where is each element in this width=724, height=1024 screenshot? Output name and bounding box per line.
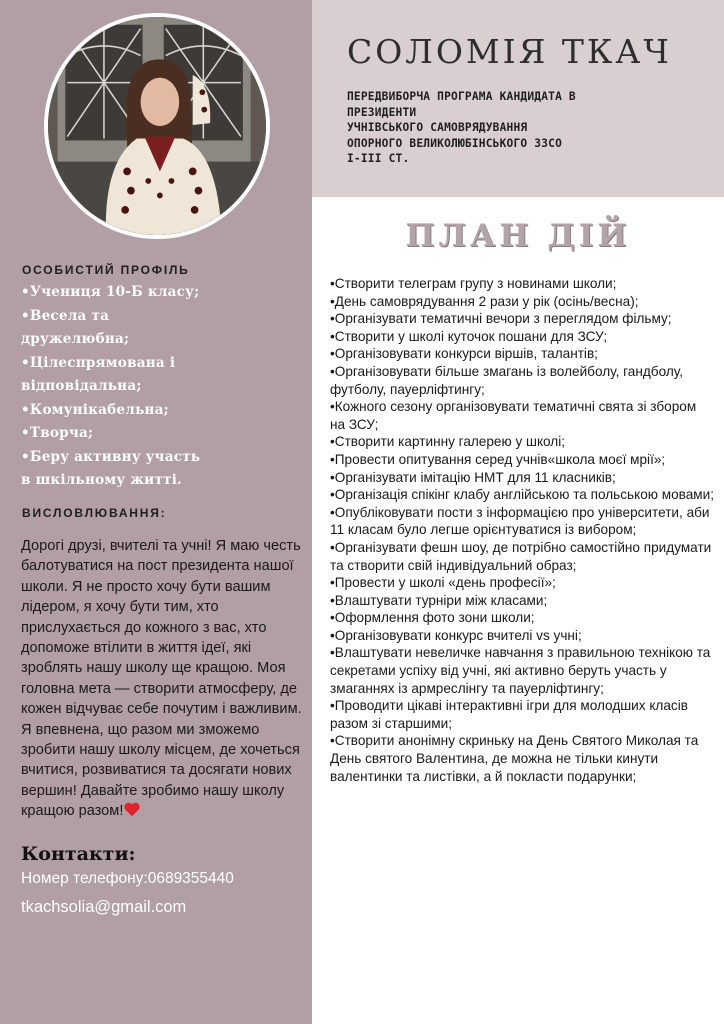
plan-item: •Оформлення фото зони школи; [330, 610, 535, 626]
plan-item: •Створити картинну галерею у школі; [330, 434, 566, 450]
plan-item: •Створити анонімну скриньку на День Святого Миколая та День святого Валентина, де можна не тільки кинути валентинки та листівки, а й покласти подарунки; [330, 733, 699, 784]
profile-list [21, 281, 291, 493]
subtitle-line: УЧНІВСЬКОГО САМОВРЯДУВАННЯ [347, 121, 528, 134]
plan-item: •Організовувати більше змагань із волейболу, гандболу, футболу, пауерліфтингу; [330, 363, 683, 397]
statements-heading: ВИСЛОВЛЮВАННЯ: [22, 506, 167, 520]
profile-item: •Творча; [21, 425, 94, 441]
plan-item: •Організовувати конкурс вчителі vs учні; [330, 627, 582, 643]
profile-item: •Весела та [21, 307, 110, 324]
plan-item: •Провести опитування серед учнів«школа моєї мрії»; [330, 451, 666, 467]
statements-text [21, 536, 306, 822]
plan-item: •Організовувати конкурси віршів, талантів; [330, 346, 598, 362]
plan-item: •Провести у школі «день професії»; [330, 575, 556, 591]
profile-heading: ОСОБИСТИЙ ПРОФІЛЬ [22, 263, 190, 277]
profile-item: •Беру активну участь [21, 448, 201, 465]
plan-item: •Влаштувати турніри між класами; [330, 592, 548, 608]
plan-item: •Опубліковувати пости з інформацією про університети, аби 11 класам було легше орієнтуватися із вибором; [330, 504, 710, 538]
profile-item: •Комунікабельна; [21, 401, 169, 418]
phone-number[interactable]: Номер телефону:0689355440 [21, 870, 234, 887]
plan-item: •Організувати імітацію НМТ для 11 класників; [330, 469, 616, 485]
profile-item: •Цілеспрямована і [21, 354, 176, 371]
profile-item: в шкільному житті. [21, 472, 182, 488]
candidate-photo [44, 13, 270, 239]
profile-item: •Учениця 10-Б класу; [21, 284, 200, 300]
plan-item: •Організація спікінг клабу англійською та польською мовами; [330, 487, 715, 503]
plan-item: •Організувати фешн шоу, де потрібно самостійно придумати та створити свій індивідуальний образ; [330, 539, 712, 573]
subtitle-line: ПЕРЕДВИБОРЧА ПРОГРАМА КАНДИДАТА В [347, 90, 576, 103]
plan-item: •Створити у школі куточок пошани для ЗСУ; [330, 328, 608, 344]
statements-body: Дорогі друзі, вчителі та учні! Я маю честь балотуватися на пост президента нашої школи. Я не просто хочу бути вашим лідером, я хочу бути тим, хто прислухається до кожного з вас, хто допоможе втілити в життя ідеї, які зроблять нашу школу ще кращою. Моя головна мета — створити атмосферу, де кожен відчуває себе почутим і важливим. Я впевнена, що разом ми зможемо зробити нашу школу місцем, де хочеться вчитися, розвиватися та досягати нових вершин! Давайте зробимо нашу школу кращою разом! [21, 538, 302, 820]
plan-item: •Проводити цікаві інтерактивні ігри для молодших класів разом зі старшими; [330, 698, 688, 731]
profile-item: відповідальна; [21, 378, 142, 394]
email-address[interactable]: tkachsolia@gmail.com [21, 898, 187, 916]
profile-item: дружелюбна; [21, 331, 130, 347]
plan-item: •Влаштувати невеличке навчання з правильною технікою та секретами успіху від учні, які активно беруть участь у змаганнях із армреслінгу та пауерліфтингу; [330, 645, 711, 696]
plan-item: •Створити телеграм групу з новинами школи; [330, 276, 617, 291]
candidate-name: СОЛОМІЯ ТКАЧ [347, 32, 672, 71]
subtitle-line: ПРЕЗИДЕНТИ [347, 105, 417, 119]
plan-item: •Кожного сезону організовувати тематичні свята зі збором на ЗСУ; [330, 399, 697, 432]
plan-list [330, 275, 715, 785]
program-subtitle [347, 89, 657, 167]
subtitle-line: І-ІІІ СТ. [347, 152, 410, 165]
plan-title: ПЛАН ДІЙ [405, 218, 631, 254]
plan-item: •Організувати тематичні вечори з переглядом фільму; [330, 311, 672, 327]
plan-item: •День самоврядування 2 рази у рік (осінь/весна); [330, 293, 639, 309]
subtitle-line: ОПОРНОГО ВЕЛИКОЛЮБІНСЬКОГО ЗЗСО [347, 136, 562, 150]
contacts-heading: Контакти: [21, 843, 136, 865]
heart-icon [123, 802, 141, 817]
